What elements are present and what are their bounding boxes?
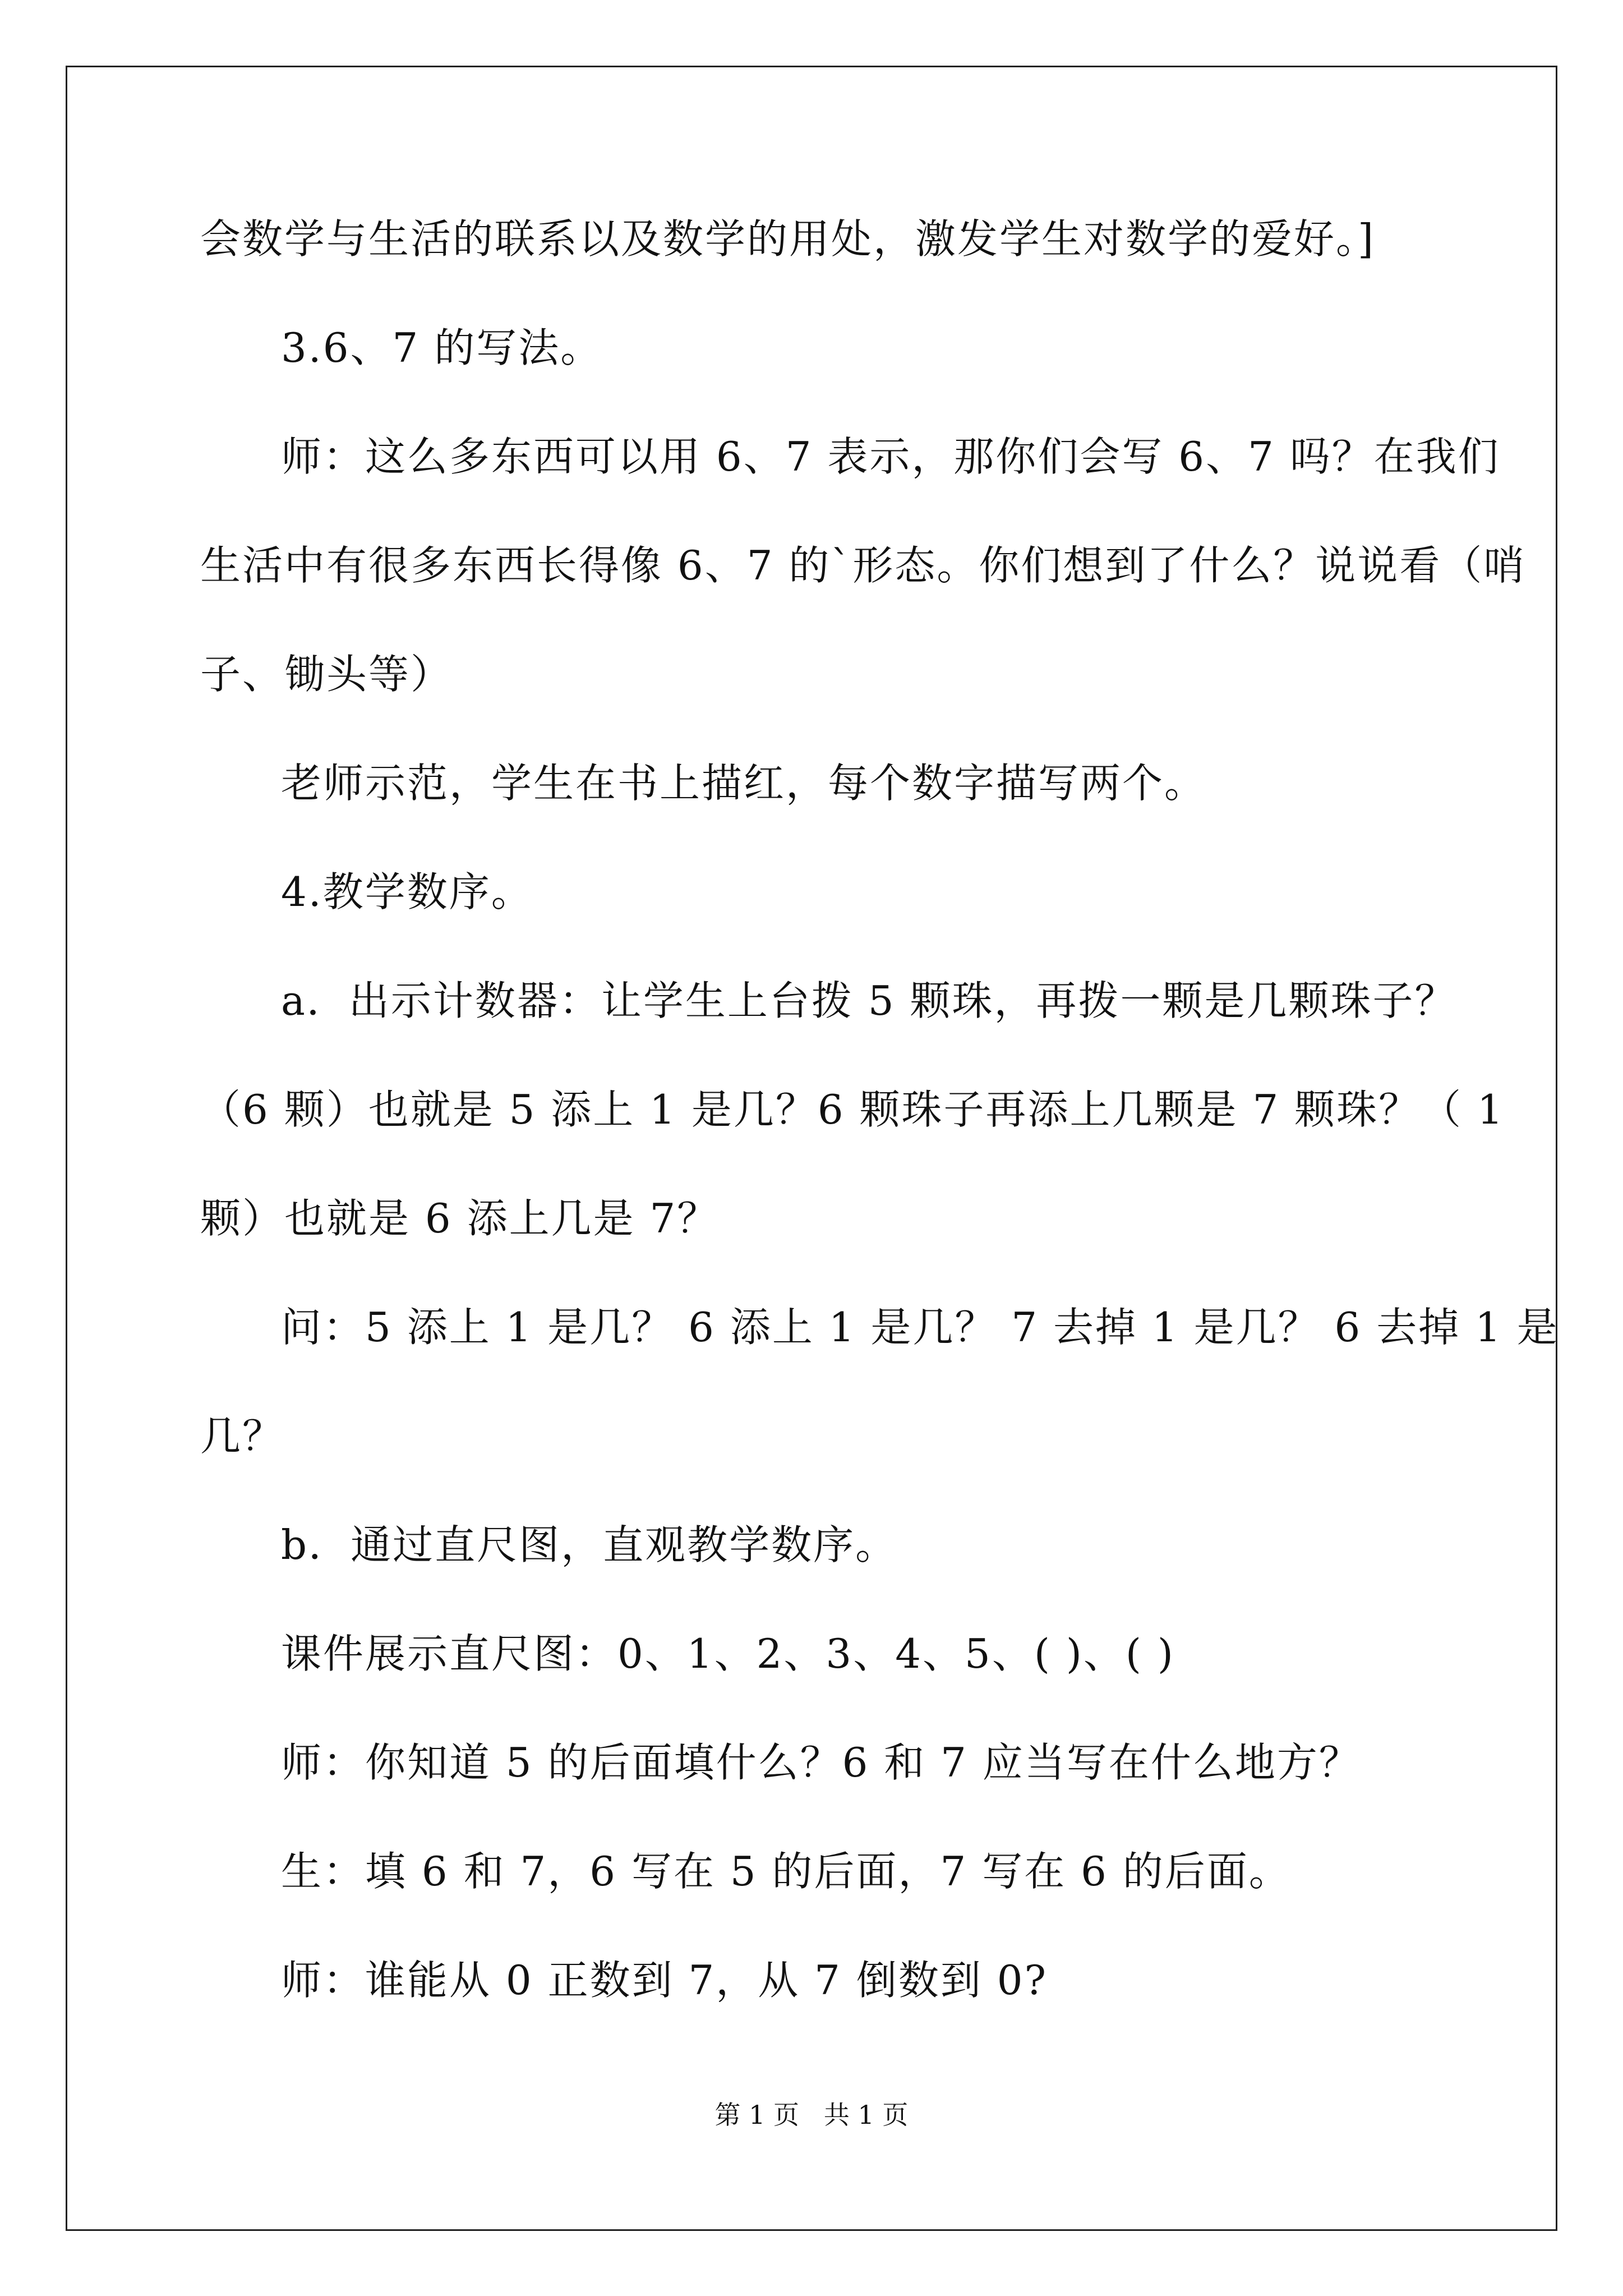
text-line: 问：5 添上 1 是几？ 6 添上 1 是几？ 7 去掉 1 是几？ 6 去掉 1 是 bbox=[281, 1304, 1559, 1351]
text-line: 生活中有很多东西长得像 6、7 的`形态。你们想到了什么？说说看（哨 bbox=[200, 542, 1526, 589]
text-line: 颗）也就是 6 添上几是 7？ bbox=[200, 1195, 720, 1242]
page-footer: 第 1 页 共 1 页 bbox=[714, 2100, 909, 2130]
text-line: （6 颗）也就是 5 添上 1 是几？6 颗珠子再添上几颗是 7 颗珠？（ 1 bbox=[200, 1086, 1505, 1133]
text-line: 师：谁能从 0 正数到 7，从 7 倒数到 0? bbox=[281, 1957, 1048, 2004]
text-line: 子、锄头等） bbox=[200, 651, 453, 698]
text-line: 3.6、7 的写法。 bbox=[281, 324, 603, 371]
text-line: 生：填 6 和 7，6 写在 5 的后面，7 写在 6 的后面。 bbox=[281, 1848, 1291, 1895]
text-line: a．出示计数器：让学生上台拨 5 颗珠，再拨一颗是几颗珠子？ bbox=[281, 977, 1457, 1024]
text-line: 课件展示直尺图：0、1、2、3、4、5、( )、( ) bbox=[281, 1630, 1175, 1677]
text-line: 会数学与生活的联系以及数学的用处，激发学生对数学的爱好。] bbox=[200, 215, 1376, 263]
page-frame bbox=[66, 66, 1557, 2231]
text-line: 师：这么多东西可以用 6、7 表示，那你们会写 6、7 吗？在我们 bbox=[281, 433, 1500, 480]
text-line: b．通过直尺图，直观教学数序。 bbox=[281, 1521, 898, 1568]
text-line: 几？ bbox=[200, 1412, 285, 1460]
text-line: 师：你知道 5 的后面填什么？6 和 7 应当写在什么地方？ bbox=[281, 1739, 1361, 1786]
text-line: 老师示范，学生在书上描红，每个数字描写两个。 bbox=[281, 760, 1207, 807]
text-line: 4.教学数序。 bbox=[281, 868, 533, 915]
